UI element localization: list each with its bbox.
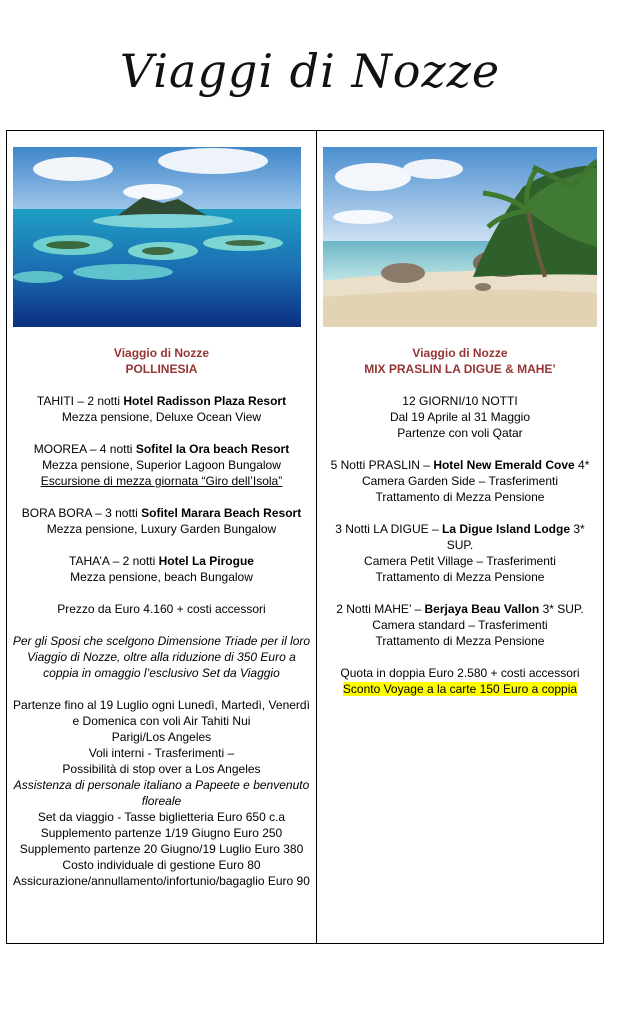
price-text: Quota in doppia Euro 2.580 + costi accessori (340, 666, 580, 680)
stay-nights: MOOREA – 4 notti (33, 442, 136, 456)
management-cost-text: Costo individuale di gestione Euro 80 (62, 858, 261, 872)
offers-table (6, 130, 604, 944)
trip-summary (321, 393, 599, 441)
insurance-text: Assicurazione/annullamento/infortunio/bagaglio Euro 90 (13, 874, 310, 888)
mahe-stay (321, 601, 599, 649)
polynesia-photo (13, 147, 301, 327)
departure-text: Partenze con voli Qatar (397, 426, 523, 440)
seychelles-heading (321, 345, 599, 377)
hotel-name: Hotel Radisson Plaza Resort (123, 394, 287, 408)
promo-text: Per gli Sposi che scelgono Dimensione Triade per il loro Viaggio di Nozze, oltre alla riduzione di 350 Euro a coppia in omaggio l’esclusivo Set da Viaggio (12, 634, 311, 680)
praslin-stay (321, 457, 599, 505)
polynesia-heading (11, 345, 312, 377)
stay-details: Camera Petit Village – Trasferimenti (364, 554, 556, 568)
price-text: Prezzo da Euro 4.160 + costi accessori (57, 602, 266, 616)
stay-nights: BORA BORA – 3 notti (21, 506, 142, 520)
stay-details: Mezza pensione, Luxury Garden Bungalow (46, 522, 277, 536)
seychelles-column (317, 131, 603, 943)
hotel-rating: 3* SUP. (446, 522, 585, 552)
destination-label: MIX PRASLIN LA DIGUE & MAHE’ (364, 362, 556, 376)
hotel-rating: 3* SUP. (539, 602, 584, 616)
stopover-text: Possibilità di stop over a Los Angeles (62, 762, 261, 776)
supplement-text: Supplemento partenze 1/19 Giugno Euro 250 (40, 826, 283, 840)
ladigue-stay (321, 521, 599, 585)
stay-details: Mezza pensione, beach Bungalow (70, 570, 253, 584)
departures-text: Partenze fino al 19 Luglio ogni Lunedì, Martedì, Venerdì e Domenica con voli Air Tahiti Nui (13, 698, 310, 728)
hotel-name: Hotel La Pirogue (158, 554, 254, 568)
discount-highlight: Sconto Voyage a la carte 150 Euro a coppia (342, 682, 578, 696)
hotel-name: La Digue Island Lodge (441, 522, 570, 536)
stay-nights: TAHA’A – 2 notti (69, 554, 159, 568)
stay-nights: TAHITI – 2 notti (36, 394, 124, 408)
stay-details: Mezza pensione, Superior Lagoon Bungalow (42, 458, 281, 472)
excursion-note: Escursione di mezza giornata “Giro dell’Isola” (40, 474, 283, 488)
supplement-text: Supplemento partenze 20 Giugno/19 Luglio Euro 380 (19, 842, 304, 856)
hotel-name: Sofitel Ia Ora beach Resort (135, 442, 290, 456)
polynesia-details (11, 345, 312, 889)
seychelles-details (321, 345, 599, 697)
stay-details: Mezza pensione, Deluxe Ocean View (61, 410, 262, 424)
heading-label: Viaggio di Nozze (113, 346, 210, 360)
assistance-text: Assistenza di personale italiano a Papeete e benvenuto floreale (13, 778, 310, 808)
hotel-name: Berjaya Beau Vallon (424, 602, 540, 616)
conditions-block (11, 697, 312, 889)
dates-text: Dal 19 Aprile al 31 Maggio (389, 410, 531, 424)
polynesia-column (7, 131, 317, 943)
board-details: Trattamento di Mezza Pensione (375, 634, 545, 648)
stay-details: Camera standard – Trasferimenti (372, 618, 548, 632)
route-text: Parigi/Los Angeles (111, 730, 212, 744)
hotel-name: Hotel New Emerald Cove (433, 458, 575, 472)
board-details: Trattamento di Mezza Pensione (375, 570, 545, 584)
travel-set-text: Set da viaggio - Tasse biglietteria Euro 650 c.a (37, 810, 286, 824)
flights-text: Voli interni - Trasferimenti – (88, 746, 235, 760)
hotel-rating: 4* (574, 458, 590, 472)
tahiti-stay (11, 393, 312, 425)
hotel-name: Sofitel Marara Beach Resort (141, 506, 302, 520)
stay-nights: 2 Notti MAHE’ – (336, 602, 425, 616)
heading-label: Viaggio di Nozze (412, 346, 508, 360)
borabora-stay (11, 505, 312, 537)
tahaa-stay (11, 553, 312, 585)
pricing-block (321, 665, 599, 697)
stay-nights: 3 Notti LA DIGUE – (335, 522, 442, 536)
moorea-stay (11, 441, 312, 489)
seychelles-photo (323, 147, 597, 327)
destination-label: POLLINESIA (125, 362, 198, 376)
page-title: Viaggi di Nozze (119, 44, 501, 98)
stay-nights: 5 Notti PRASLIN – (330, 458, 434, 472)
duration-text: 12 GIORNI/10 NOTTI (402, 394, 518, 408)
stay-details: Camera Garden Side – Trasferimenti (361, 474, 559, 488)
board-details: Trattamento di Mezza Pensione (375, 490, 545, 504)
